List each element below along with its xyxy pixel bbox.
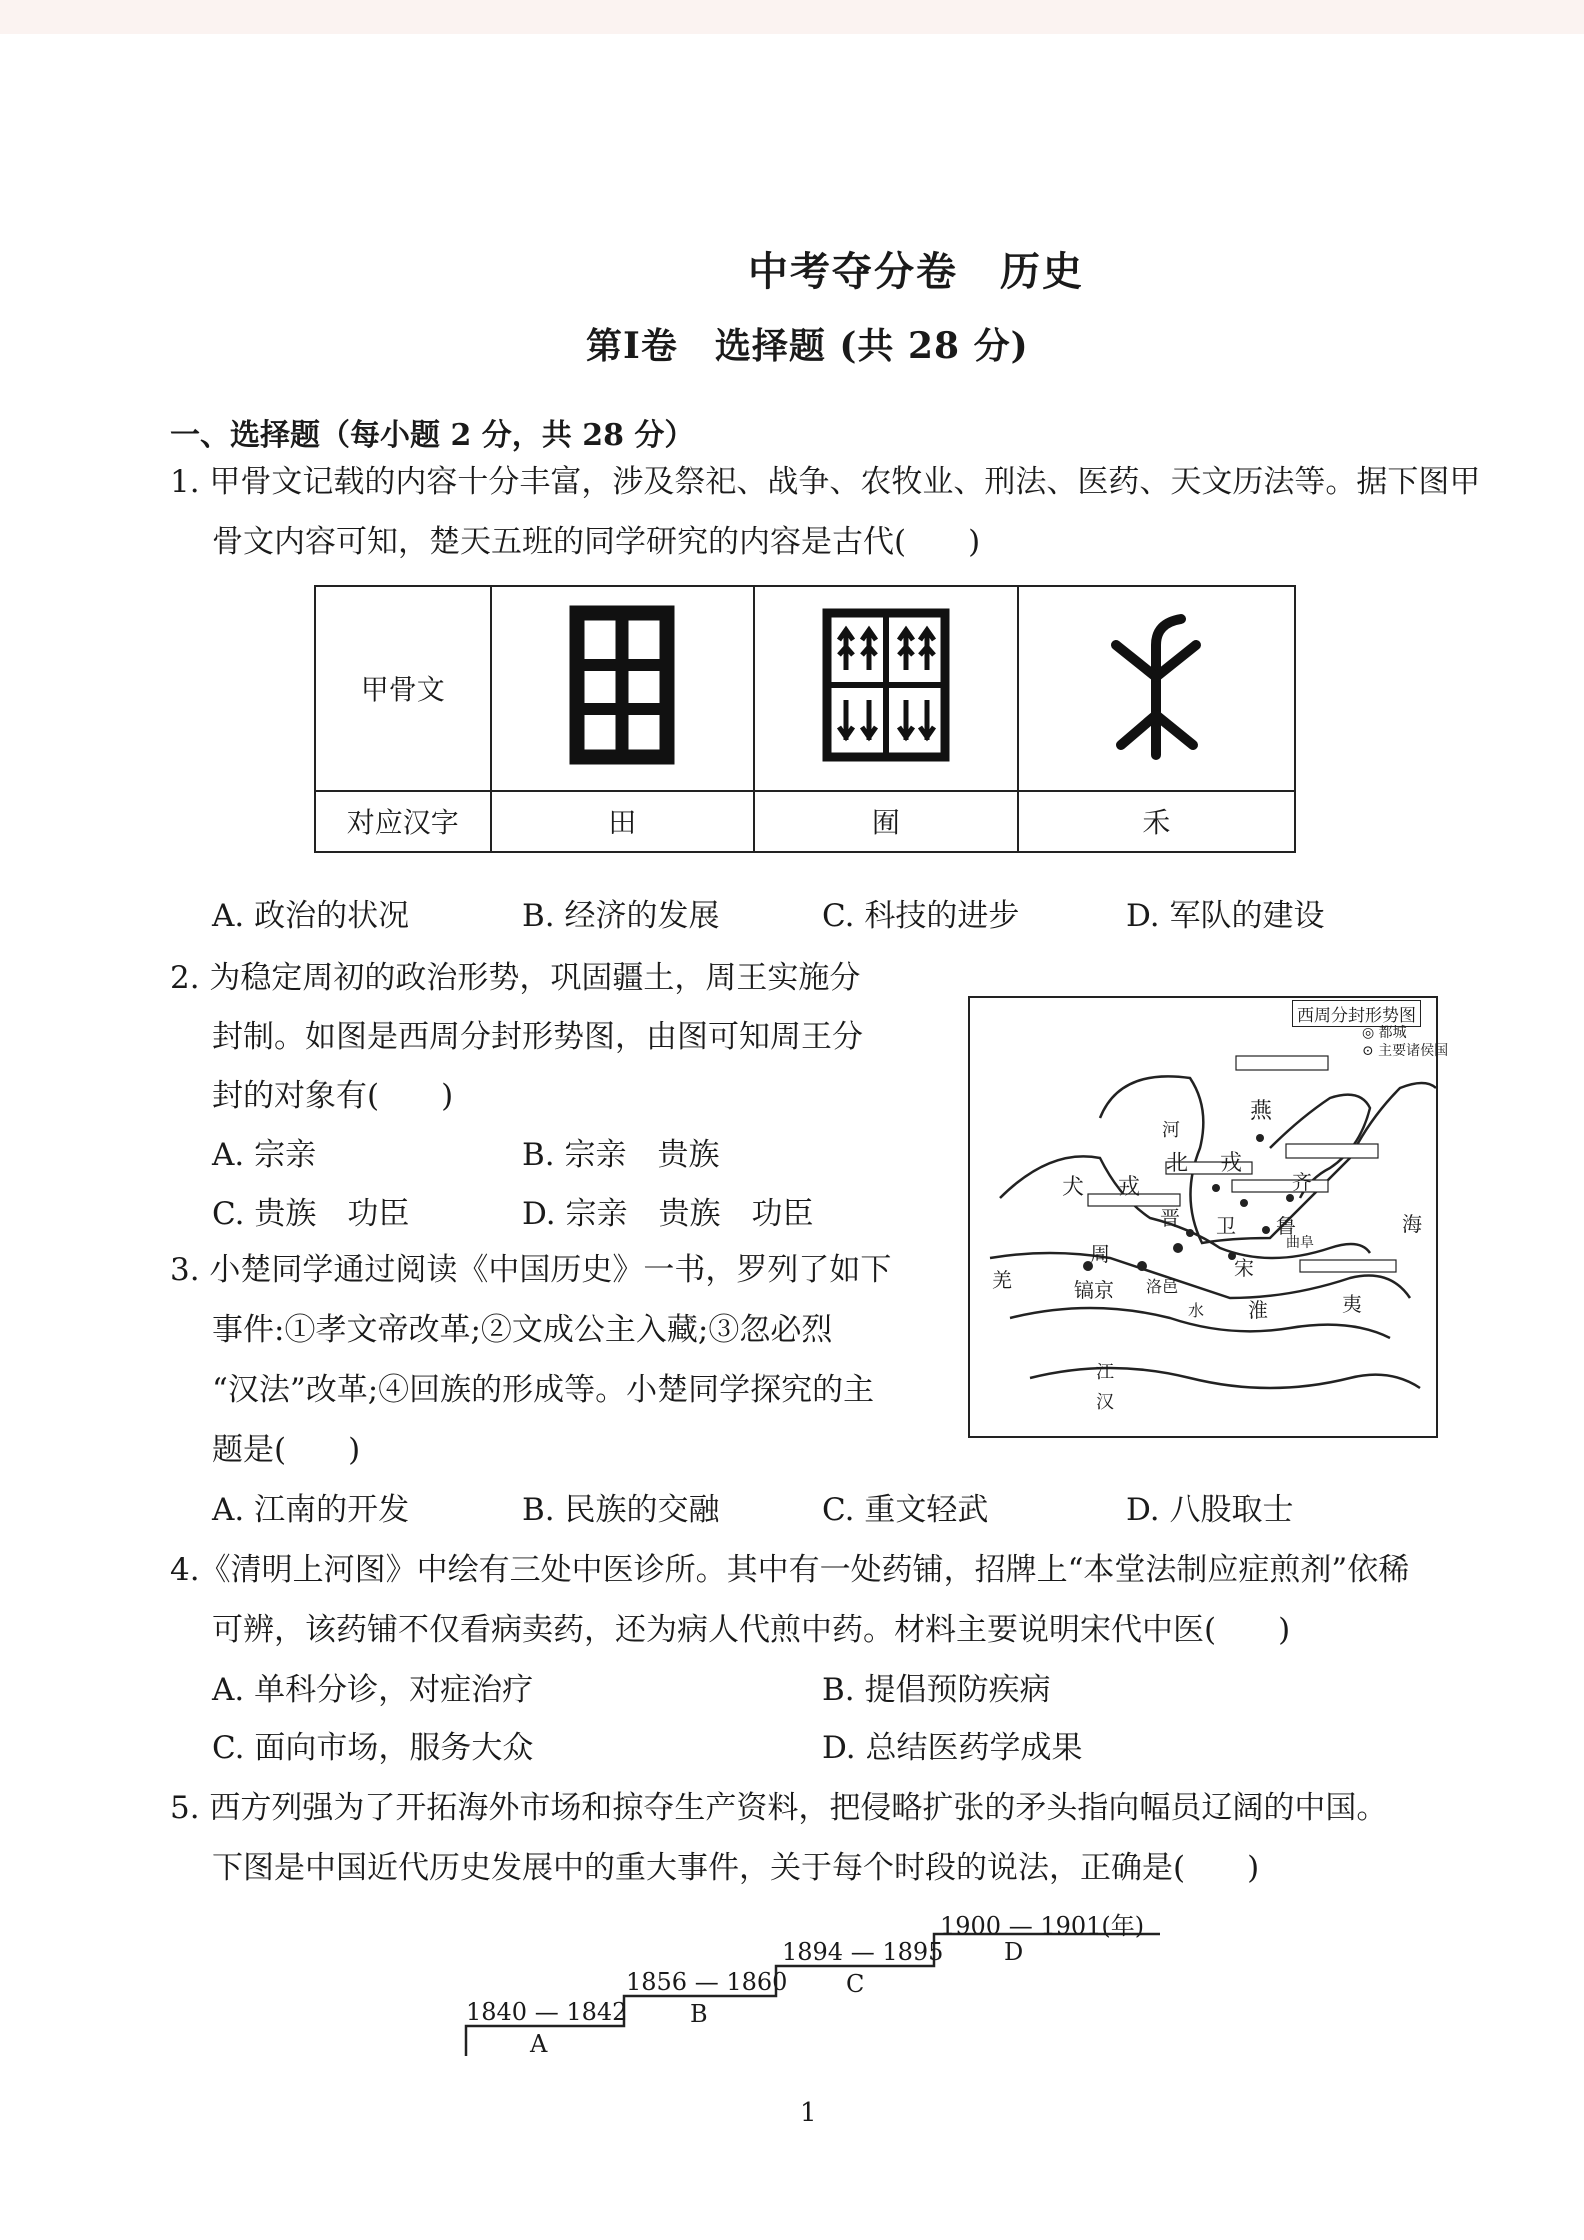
timeline-period-c: 1894 — 1895 <box>782 1938 944 1966</box>
q3-option-c: C. 重文轻武 <box>822 1492 989 1528</box>
map-label-huai: 淮 <box>1248 1298 1268 1322</box>
q2-text-line3: 封的对象有( ) <box>212 1078 454 1114</box>
map-label-qi: 齐 <box>1292 1170 1312 1194</box>
map-label-lu: 鲁 <box>1276 1214 1296 1238</box>
map-label-song: 宋 <box>1234 1256 1254 1280</box>
timeline-letter-b: B <box>690 2000 708 2028</box>
map-label-han: 汉 <box>1096 1392 1114 1413</box>
q3-option-a: A. 江南的开发 <box>212 1492 410 1528</box>
map-label-qiang: 羌 <box>992 1268 1012 1292</box>
q2-option-d: D. 宗亲 贵族 功臣 <box>522 1196 814 1232</box>
q2-text-line2: 封制。如图是西周分封形势图，由图可知周王分 <box>212 1019 863 1055</box>
western-zhou-map <box>968 996 1449 1438</box>
q5-text-line2: 下图是中国近代历史发展中的重大事件，关于每个时段的说法，正确是( ) <box>212 1850 1260 1886</box>
q4-text-line2: 可辨，该药铺不仅看病卖药，还为病人代煎中药。材料主要说明宋代中医( ) <box>212 1612 1291 1648</box>
oracle-tian-icon <box>567 605 677 765</box>
timeline-period-a: 1840 — 1842 <box>466 1998 628 2026</box>
map-title: 西周分封形势图 <box>1292 1000 1421 1027</box>
timeline-letter-d: D <box>1004 1938 1024 1966</box>
map-label-rong1: 戎 <box>1220 1151 1243 1176</box>
map-legend-capital: ◎ 都城 <box>1362 1025 1407 1041</box>
oracle-you-icon <box>821 605 951 765</box>
map-label-hai: 海 <box>1402 1212 1422 1236</box>
oracle-glyph-he <box>1018 586 1295 791</box>
q1-option-c: C. 科技的进步 <box>822 898 1020 934</box>
map-label-rong2: 戎 <box>1118 1175 1141 1200</box>
table-row-header-hanzi: 对应汉字 <box>315 791 491 852</box>
timeline-period-b: 1856 — 1860 <box>626 1968 788 1996</box>
map-label-zhou: 周 <box>1090 1242 1110 1266</box>
q1-option-b: B. 经济的发展 <box>522 898 720 934</box>
oracle-glyph-you <box>754 586 1018 791</box>
oracle-bone-table <box>314 585 1296 853</box>
map-label-jin: 晋 <box>1160 1206 1180 1230</box>
q5-text-line1: 5. 西方列强为了开拓海外市场和掠夺生产资料，把侵略扩张的矛头指向幅员辽阔的中国。 <box>170 1790 1388 1826</box>
map-legend-state: ⊙ 主要诸侯国 <box>1362 1043 1449 1059</box>
exam-title: 中考夺分卷 历史 <box>748 248 1084 295</box>
q3-option-b: B. 民族的交融 <box>522 1492 720 1528</box>
page-number: 1 <box>800 2098 817 2128</box>
q4-text-line1: 4.《清明上河图》中绘有三处中医诊所。其中有一处药铺，招牌上“本堂法制应症煎剂”依稀 <box>170 1552 1410 1588</box>
section-subtitle: 第Ⅰ卷 选择题 (共 28 分) <box>586 325 1029 367</box>
q4-option-a: A. 单科分诊，对症治疗 <box>212 1672 534 1708</box>
q2-option-a: A. 宗亲 <box>212 1137 317 1173</box>
map-label-bei: 北 <box>1166 1151 1189 1176</box>
map-label-qufu: 曲阜 <box>1286 1235 1314 1251</box>
hanzi-cell-2: 囿 <box>754 791 1018 852</box>
map-label-he: 河 <box>1162 1120 1180 1141</box>
hanzi-cell-3: 禾 <box>1018 791 1295 852</box>
q3-option-d: D. 八股取士 <box>1126 1492 1294 1528</box>
map-label-shui: 水 <box>1188 1301 1205 1320</box>
q1-text-line2: 骨文内容可知，楚天五班的同学研究的内容是古代( ) <box>212 524 981 560</box>
q2-option-c: C. 贵族 功臣 <box>212 1196 410 1232</box>
q3-text-line2: 事件:①孝文帝改革;②文成公主入藏;③忽必烈 <box>212 1312 833 1348</box>
q1-option-a: A. 政治的状况 <box>212 898 410 934</box>
q1-option-d: D. 军队的建设 <box>1126 898 1325 934</box>
q3-text-line3: “汉法”改革;④回族的形成等。小楚同学探究的主 <box>212 1372 875 1408</box>
q2-option-b: B. 宗亲 贵族 <box>522 1137 720 1173</box>
q1-text-line1: 1. 甲骨文记载的内容十分丰富，涉及祭祀、战争、农牧业、刑法、医药、天文历法等。据下图甲 <box>170 464 1481 500</box>
map-label-yan: 燕 <box>1250 1099 1273 1124</box>
q4-option-d: D. 总结医药学成果 <box>822 1730 1083 1766</box>
timeline-letter-c: C <box>846 1970 865 1998</box>
map-label-haojing: 镐京 <box>1074 1278 1114 1302</box>
oracle-he-icon <box>1101 605 1211 765</box>
q4-option-c: C. 面向市场，服务大众 <box>212 1730 534 1766</box>
timeline-letter-a: A <box>530 2030 548 2058</box>
map-label-wei: 卫 <box>1216 1214 1236 1238</box>
map-label-luoyi: 洛邑 <box>1146 1277 1179 1296</box>
map-outline-icon <box>970 998 1436 1436</box>
section-heading: 一、选择题（每小题 2 分，共 28 分） <box>170 418 695 453</box>
oracle-glyph-tian <box>491 586 754 791</box>
q3-text-line4: 题是( ) <box>212 1432 361 1468</box>
hanzi-cell-1: 田 <box>491 791 754 852</box>
scan-top-band <box>0 0 1584 34</box>
timeline-period-d: 1900 — 1901(年) <box>940 1912 1145 1940</box>
q3-text-line1: 3. 小楚同学通过阅读《中国历史》一书，罗列了如下 <box>170 1252 892 1288</box>
q2-text-line1: 2. 为稳定周初的政治形势，巩固疆土，周王实施分 <box>170 960 861 996</box>
map-label-quan: 犬 <box>1062 1175 1085 1200</box>
table-row-header-oracle: 甲骨文 <box>315 586 491 791</box>
map-label-jiang: 江 <box>1096 1362 1114 1383</box>
map-label-yi: 夷 <box>1342 1292 1362 1316</box>
q4-option-b: B. 提倡预防疾病 <box>822 1672 1051 1708</box>
